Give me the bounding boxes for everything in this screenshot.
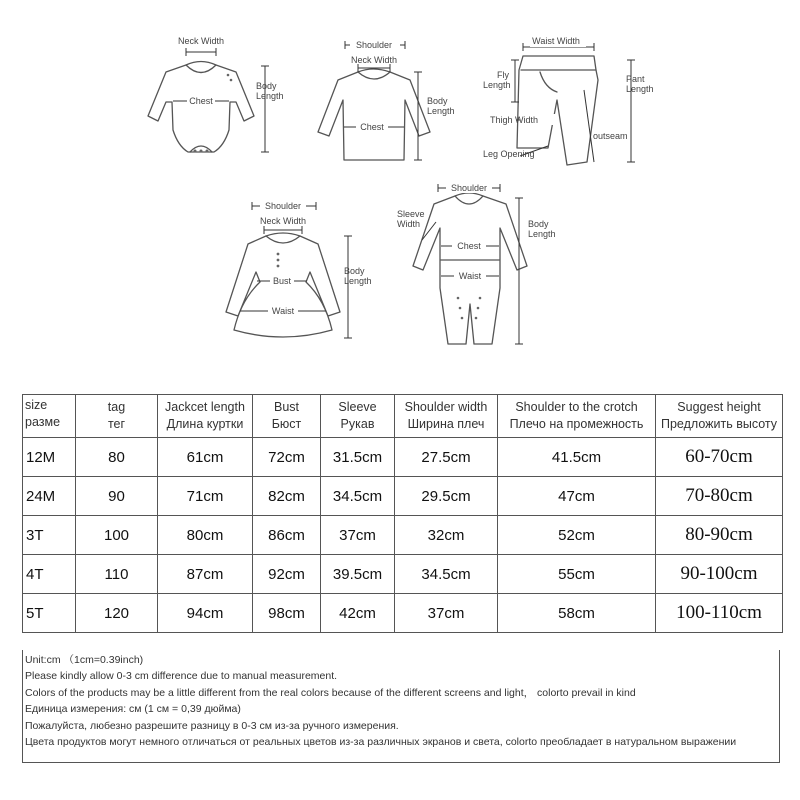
cell-tag: 110 [76,555,158,594]
cell-suggest-height: 100-110cm [656,594,783,633]
fly-length-label: Fly [497,70,509,80]
table-row [23,516,783,555]
waist-label: Waist [271,306,295,316]
body-length-label: Body [256,81,277,91]
cell-sleeve: 34.5cm [321,477,395,516]
chest-label: Chest [360,122,384,132]
header-jacket-length: Jackcet length Длина куртки [158,395,253,438]
cell-shoulder-width: 37cm [395,594,498,633]
cell-sleeve: 37cm [321,516,395,555]
cell-shoulder-width: 34.5cm [395,555,498,594]
note-unit-ru: Единица измерения: см (1 см = 0,39 дюйма) [25,703,241,716]
cell-jacket-length: 61cm [158,438,253,477]
sleeve-width-label-2: Width [397,219,421,229]
header-shoulder-to-crotch: Shoulder to the crotch Плечо на промежность [498,395,656,438]
size-chart-table [22,394,783,633]
header-suggest-height: Suggest height Предложить высоту [656,395,783,438]
table-row [23,594,783,633]
cell-bust: 86cm [253,516,321,555]
sleeve-width-label: Sleeve [397,209,425,219]
body-length-label: Body [344,266,365,276]
cell-jacket-length: 80cm [158,516,253,555]
cell-shoulder-to-crotch: 41.5cm [498,438,656,477]
chest-label: Chest [189,96,213,106]
fly-length-label-2: Length [483,80,511,90]
leg-opening-label: Leg Opening [483,149,535,159]
cell-shoulder-to-crotch: 55cm [498,555,656,594]
waist-width-label: Waist Width [532,36,580,46]
cell-jacket-length: 71cm [158,477,253,516]
romper-diagram [397,182,556,344]
table-header-row [23,395,783,438]
cell-shoulder-width: 27.5cm [395,438,498,477]
bodysuit-diagram [148,36,284,153]
cell-suggest-height: 70-80cm [656,477,783,516]
note-measurement-difference: Please kindly allow 0-3 cm difference due to manual measurement. [25,670,338,683]
note-color-difference: Colors of the products may be a little different from the real colors because of the different screens and light， colorto prevail in kind [25,686,636,699]
pant-length-label: Pant [626,74,645,84]
table-row [23,555,783,594]
neck-width-label: Neck Width [177,36,225,46]
cell-size: 5T [23,594,76,633]
body-length-label-2: Length [528,229,556,239]
bust-label: Bust [272,276,292,286]
cell-jacket-length: 94cm [158,594,253,633]
cell-size: 24M [23,477,76,516]
garment-diagrams [0,0,800,380]
top-diagram [318,40,455,160]
header-sleeve: Sleeve Рукав [321,395,395,438]
cell-size: 12M [23,438,76,477]
header-shoulder-width: Shoulder width Ширина плеч [395,395,498,438]
notes-box [22,650,780,763]
cell-suggest-height: 60-70cm [656,438,783,477]
body-length-label: Body [528,219,549,229]
table-row [23,438,783,477]
cell-size: 3T [23,516,76,555]
cell-sleeve: 39.5cm [321,555,395,594]
neck-width-label: Neck Width [350,55,398,65]
cell-sleeve: 42cm [321,594,395,633]
body-length-label: Body [427,96,448,106]
cell-tag: 100 [76,516,158,555]
cell-shoulder-width: 29.5cm [395,477,498,516]
thigh-width-label: Thigh Width [490,115,539,125]
cell-tag: 90 [76,477,158,516]
cell-tag: 120 [76,594,158,633]
neck-width-label: Neck Width [259,216,307,226]
pants-diagram [483,36,654,165]
cell-shoulder-to-crotch: 47cm [498,477,656,516]
note-unit: Unit:cm （1cm=0.39inch) [25,654,144,666]
cell-suggest-height: 90-100cm [656,555,783,594]
note-color-difference-ru: Цвета продуктов могут немного отличаться от реальных цветов из-за различных экранов и света, colorto преобладает в натуральном выражении [25,736,737,749]
header-size: size разме [23,395,76,438]
body-length-label-2: Length [256,91,284,101]
table-row [23,477,783,516]
cell-bust: 82cm [253,477,321,516]
outseam-label: outseam [593,131,628,141]
cell-shoulder-to-crotch: 58cm [498,594,656,633]
body-length-label-2: Length [344,276,372,286]
cell-size: 4T [23,555,76,594]
cell-bust: 92cm [253,555,321,594]
cell-bust: 98cm [253,594,321,633]
cell-shoulder-to-crotch: 52cm [498,516,656,555]
cell-tag: 80 [76,438,158,477]
header-tag: tag тег [76,395,158,438]
header-bust: Bust Бюст [253,395,321,438]
note-measurement-difference-ru: Пожалуйста, любезно разрешите разницу в 0-3 см из-за ручного измерения. [25,719,399,732]
shoulder-label: Shoulder [264,201,302,211]
shoulder-label: Shoulder [450,183,488,193]
body-length-label-2: Length [427,106,455,116]
dress-diagram [226,200,372,338]
cell-sleeve: 31.5cm [321,438,395,477]
chest-label: Chest [457,241,481,251]
cell-suggest-height: 80-90cm [656,516,783,555]
pant-length-label-2: Length [626,84,654,94]
cell-jacket-length: 87cm [158,555,253,594]
measurement-illustrations [0,0,800,380]
shoulder-label: Shoulder [355,40,393,50]
cell-shoulder-width: 32cm [395,516,498,555]
waist-label: Waist [458,271,482,281]
cell-bust: 72cm [253,438,321,477]
